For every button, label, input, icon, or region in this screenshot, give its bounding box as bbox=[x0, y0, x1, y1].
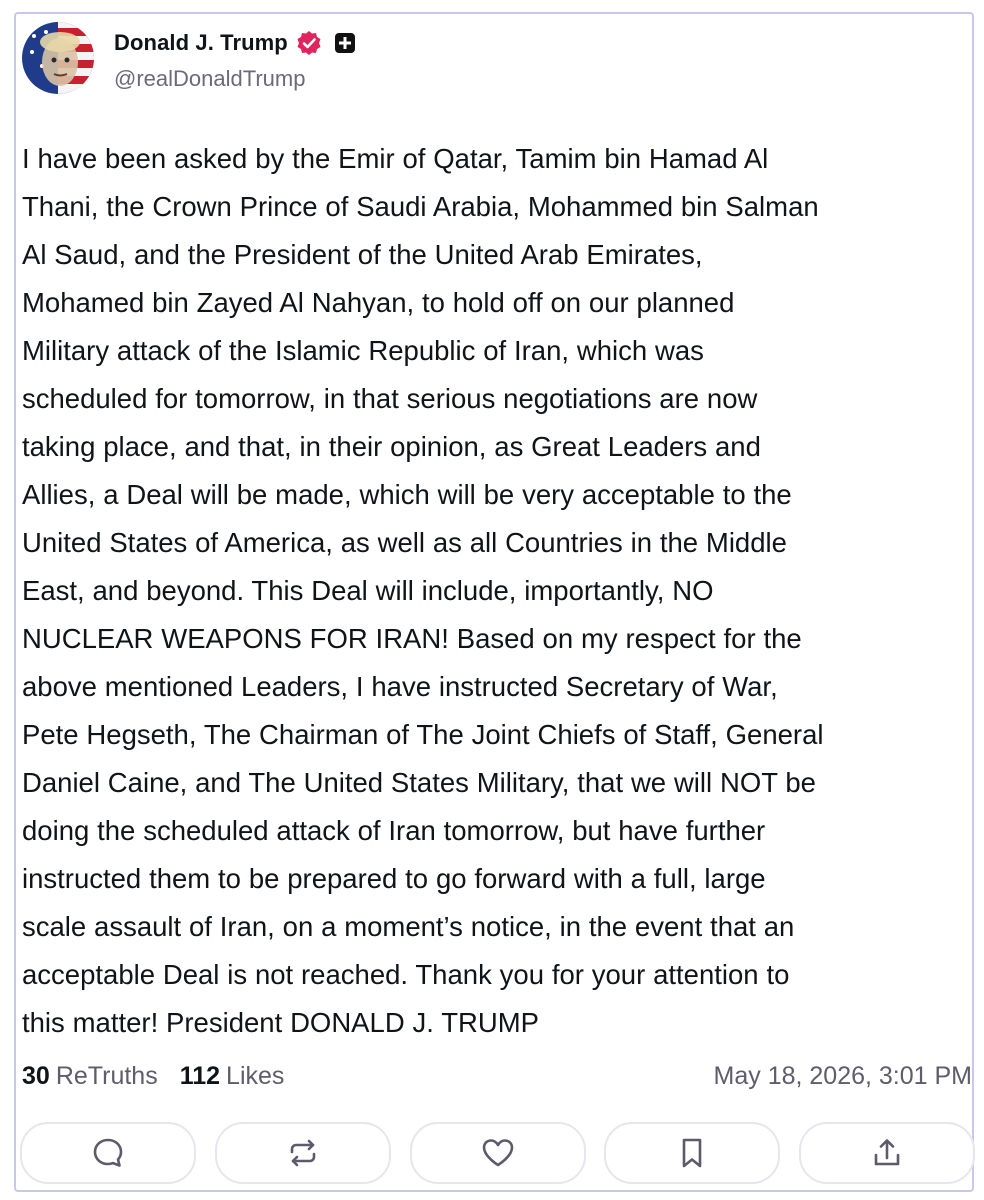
retruth-button[interactable] bbox=[215, 1122, 391, 1184]
author-display-name[interactable]: Donald J. Trump bbox=[114, 30, 288, 55]
likes-count: 112 bbox=[179, 1061, 221, 1090]
retruth-icon bbox=[286, 1136, 320, 1170]
post-timestamp[interactable]: May 18, 2026, 3:01 PM bbox=[713, 1061, 972, 1090]
author-info bbox=[114, 24, 356, 92]
post-stats bbox=[22, 1058, 972, 1094]
author-name-row bbox=[114, 24, 356, 62]
verified-badge-icon bbox=[296, 30, 322, 56]
bookmark-button[interactable] bbox=[604, 1122, 780, 1184]
share-button[interactable] bbox=[799, 1122, 975, 1184]
reply-button[interactable] bbox=[20, 1122, 196, 1184]
bookmark-icon bbox=[677, 1136, 707, 1170]
retruths-stat[interactable] bbox=[22, 1062, 158, 1091]
avatar-image bbox=[22, 22, 94, 94]
plus-badge-icon bbox=[334, 32, 356, 54]
like-icon bbox=[480, 1136, 516, 1170]
retruths-label: ReTruths bbox=[55, 1061, 158, 1090]
avatar[interactable] bbox=[22, 22, 94, 94]
post-body-text: I have been asked by the Emir of Qatar, Tamim bin Hamad Al Thani, the Crown Prince of Saudi Arabia, Mohammed bin Salman Al Saud, and the President of the United Arab Emirates, Mohamed bin Zayed Al Nahyan, to hold off on our planned Military attack of the Islamic Republic of Iran, which was scheduled for tomorrow, in that serious negotiations are now taking place, and that, in their opinion, as Great Leaders and Allies, a Deal will be made, which will be very acceptable to the United States of America, as well as all Countries in the Middle East, and beyond. This Deal will include, importantly, NO NUCLEAR WEAPONS FOR IRAN! Based on my respect for the above mentioned Leaders, I have instructed Secretary of War, Pete Hegseth, The Chairman of The Joint Chiefs of Staff, General Daniel Caine, and The United States Military, that we will NOT be doing the scheduled attack of Iran tomorrow, but have further instructed them to be prepared to go forward with a full, large scale assault of Iran, on a moment’s notice, in the event that an acceptable Deal is not reached. Thank you for your attention to this matter! President DONALD J. TRUMP bbox=[22, 143, 824, 1038]
post-header bbox=[22, 20, 356, 96]
reply-icon bbox=[91, 1136, 125, 1170]
action-bar bbox=[20, 1122, 975, 1184]
share-icon bbox=[870, 1136, 904, 1170]
likes-stat[interactable] bbox=[180, 1062, 285, 1091]
like-button[interactable] bbox=[410, 1122, 586, 1184]
retruths-count: 30 bbox=[22, 1061, 50, 1090]
author-handle[interactable]: @realDonaldTrump bbox=[114, 66, 306, 91]
likes-label: Likes bbox=[226, 1061, 285, 1090]
